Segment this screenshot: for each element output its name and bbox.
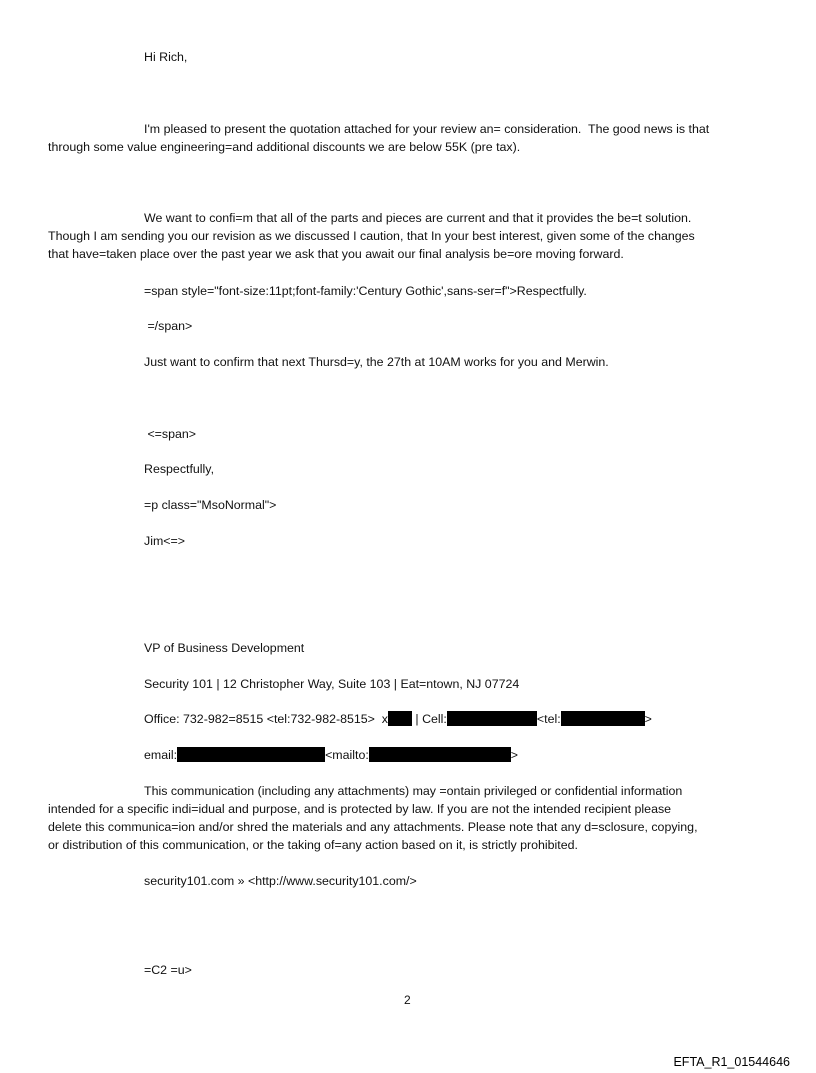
greeting: Hi Rich,: [144, 50, 188, 64]
tel-close: >: [644, 712, 652, 726]
email-label: email:: [144, 748, 178, 762]
redaction-tel: [561, 711, 645, 726]
document-id: EFTA_R1_01544646: [673, 1055, 790, 1069]
para1-line1: I'm pleased to present the quotation attached for your review an= consideration. The good news is that: [144, 122, 710, 136]
closing-line: Respectfully,: [144, 462, 215, 476]
cell-label: | Cell:: [411, 712, 447, 726]
span-close-line: =/span>: [144, 319, 193, 333]
disclaimer-line2: intended for a specific indi=idual and purpose, and is protected by law. If you are not the intended recipient please: [48, 802, 672, 816]
signature-phone-line: [144, 710, 652, 728]
para1-line2: through some value engineering=and additional discounts we are below 55K (pre tax).: [48, 140, 521, 154]
confirm-line: Just want to confirm that next Thursd=y, the 27th at 10AM works for you and Merwin.: [144, 355, 609, 369]
disclaimer-line1: This communication (including any attachments) may =ontain privileged or confidential information: [144, 784, 683, 798]
disclaimer-line4: or distribution of this communication, or the taking of=any action based on it, is strictly prohibited.: [48, 838, 578, 852]
span-style-line: =span style="font-size:11pt;font-family:'Century Gothic',sans-ser=f">Respectfully.: [144, 284, 587, 298]
signature-email-line: [144, 746, 518, 764]
trailer-line: =C2 =u>: [144, 963, 192, 977]
office-phone: Office: 732-982=8515 <tel:732-982-8515> x: [144, 712, 388, 726]
tel-label: <tel:: [536, 712, 561, 726]
disclaimer-line3: delete this communica=ion and/or shred the materials and any attachments. Please note that any d=sclosure, copying,: [48, 820, 698, 834]
page-number: 2: [404, 993, 411, 1007]
signoff-line: Jim<=>: [144, 534, 185, 548]
redaction-cell: [447, 711, 537, 726]
website-line: security101.com » <http://www.security101.com/>: [144, 874, 417, 888]
mailto-close: >: [510, 748, 519, 762]
redaction-mailto: [369, 747, 511, 762]
redaction-email: [177, 747, 325, 762]
signature-title: VP of Business Development: [144, 641, 305, 655]
para2-line3: that have=taken place over the past year we ask that you await our final analysis be=ore moving forward.: [48, 247, 624, 261]
redaction-extension: [388, 711, 412, 726]
mailto-label: <mailto:: [325, 748, 369, 762]
p-class-line: =p class="MsoNormal">: [144, 498, 277, 512]
para2-line2: Though I am sending you our revision as we discussed I caution, that In your best interest, given some of the changes: [48, 229, 695, 243]
span-open-line: <=span>: [144, 427, 197, 441]
signature-address: Security 101 | 12 Christopher Way, Suite 103 | Eat=ntown, NJ 07724: [144, 677, 520, 691]
para2-line1: We want to confi=m that all of the parts and pieces are current and that it provides the be=t solution.: [144, 211, 692, 225]
